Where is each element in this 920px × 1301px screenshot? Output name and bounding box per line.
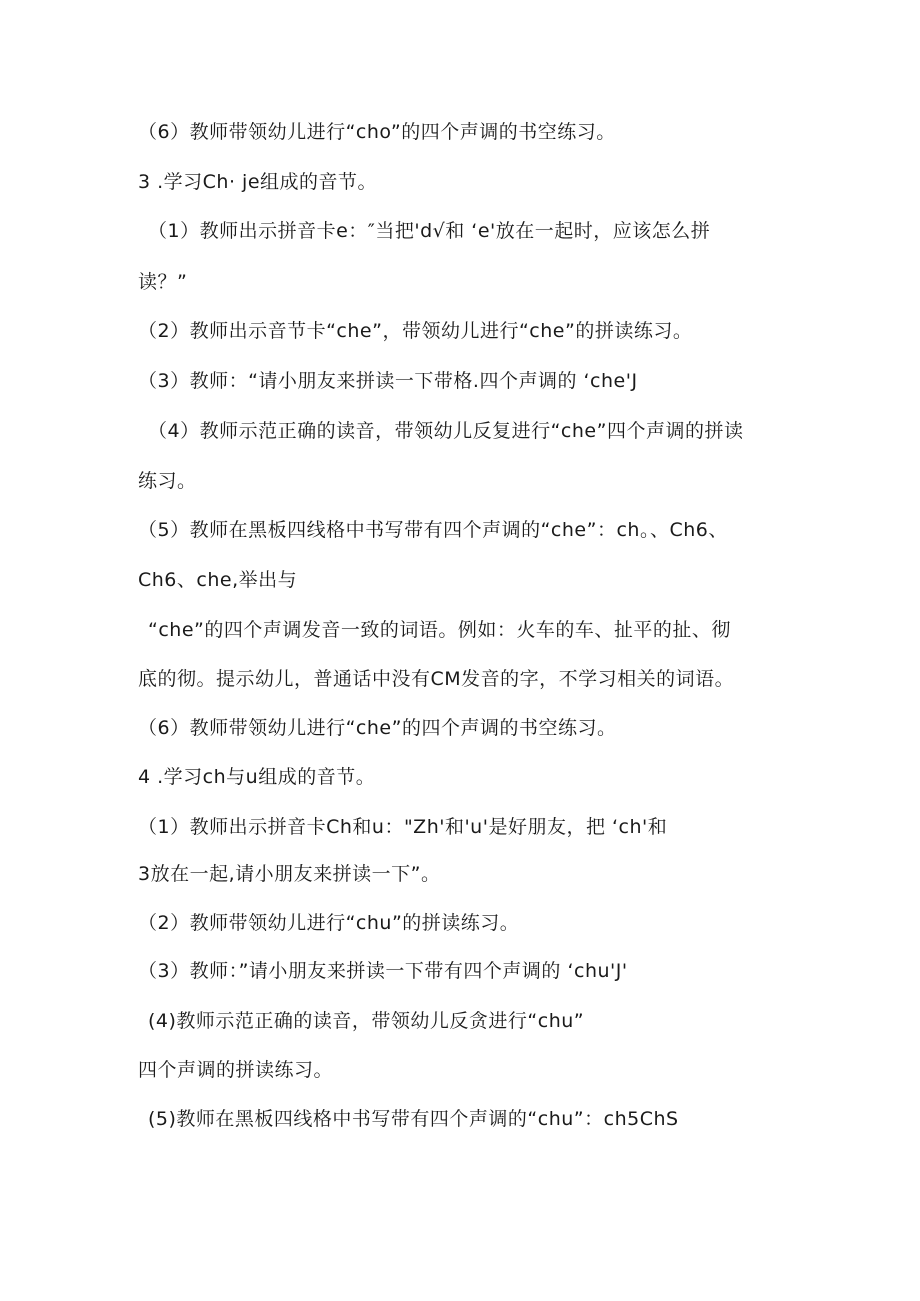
text-line: (5)教师在黑板四线格中书写带有四个声调的“chu”：ch5ChS (148, 1108, 679, 1130)
text-line: （5）教师在黑板四线格中书写带有四个声调的“che”：ch。、Ch6、 (138, 519, 728, 541)
text-line: Ch6、che,举出与 (138, 569, 298, 591)
text-line: （1）教师出示拼音卡e：″当把'd√和 ‘e'放在一起时，应该怎么拼 (148, 220, 711, 242)
text-line: （6）教师带领幼儿进行“che”的四个声调的书空练习。 (138, 717, 617, 739)
text-line: 读？” (138, 271, 188, 293)
text-line: （4）教师示范正确的读音，带领幼儿反复进行“che”四个声调的拼读 (148, 420, 744, 442)
text-line: 练习。 (138, 470, 197, 492)
text-line: （6）教师带领幼儿进行“cho”的四个声调的书空练习。 (138, 121, 616, 143)
text-line: （2）教师出示音节卡“che”，带领幼儿进行“che”的拼读练习。 (138, 320, 693, 342)
text-line: （3）教师：”请小朋友来拼读一下带有四个声调的 ‘chu'J' (138, 960, 628, 982)
text-line: （1）教师出示拼音卡Ch和u："Zh'和'u'是好朋友，把 ‘ch'和 (138, 816, 668, 838)
text-line: 3 .学习Ch· je组成的音节。 (138, 171, 378, 193)
text-line: 四个声调的拼读练习。 (138, 1059, 334, 1081)
text-line: “che”的四个声调发音一致的词语。例如：火车的车、扯平的扯、彻 (148, 619, 731, 641)
text-line: （2）教师带领幼儿进行“chu”的拼读练习。 (138, 912, 520, 934)
text-line: （3）教师：“请小朋友来拼读一下带格.四个声调的 ‘che'J (138, 370, 638, 392)
text-line: (4)教师示范正确的读音，带领幼儿反贪进行“chu” (148, 1010, 585, 1032)
text-line: 底的彻。提示幼儿，普通话中没有CM发音的字，不学习相关的词语。 (138, 668, 735, 690)
text-line: 3放在一起,请小朋友来拼读一下”。 (138, 863, 441, 885)
text-line: 4 .学习ch与u组成的音节。 (138, 766, 376, 788)
